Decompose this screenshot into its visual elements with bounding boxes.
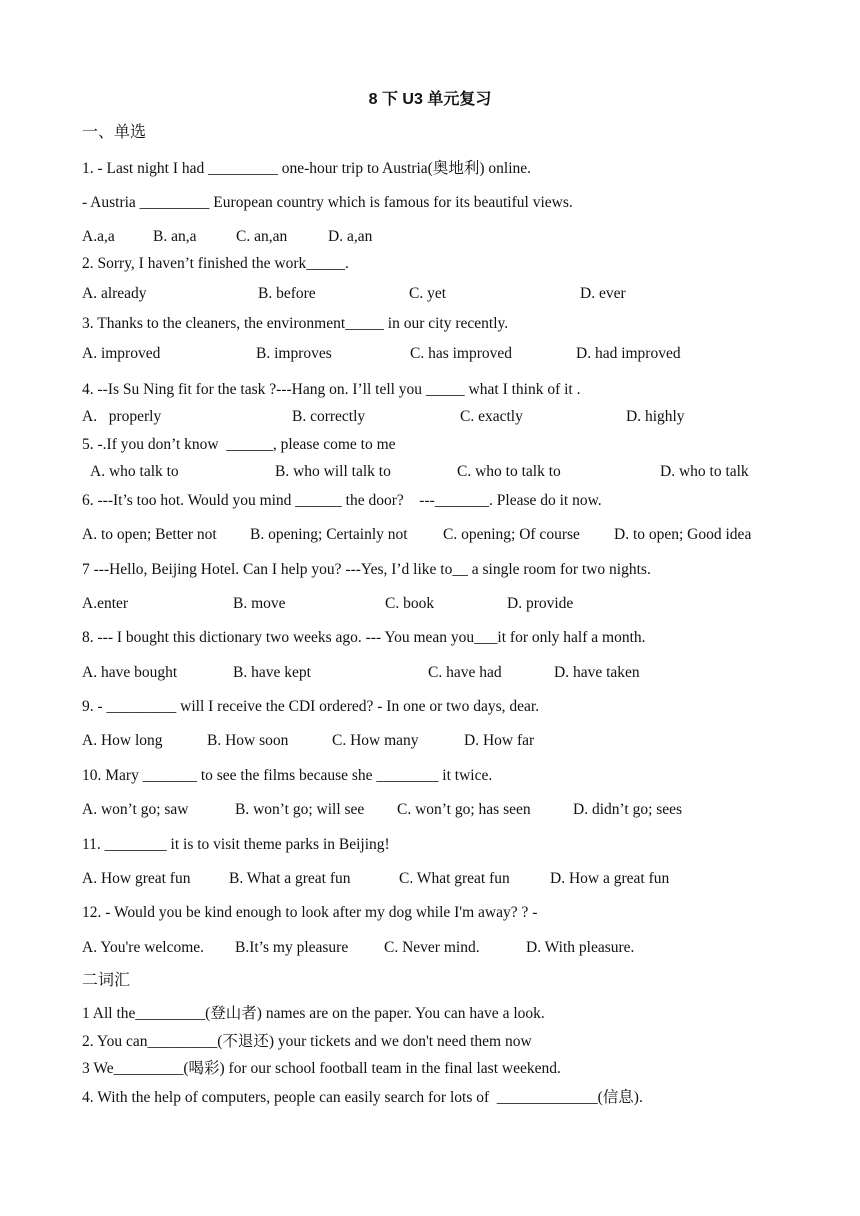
option-c: C. How many <box>332 732 419 749</box>
question-9-line-1: 9. - _________ will I receive the CDI ordered? - In one or two days, dear. <box>82 698 540 715</box>
question-3-line-1: 3. Thanks to the cleaners, the environment_____ in our city recently. <box>82 315 509 332</box>
option-a: A. to open; Better not <box>82 526 217 543</box>
question-11-options <box>0 868 860 890</box>
question-1-options <box>0 226 860 248</box>
question-5-options <box>0 461 860 483</box>
option-d: D. With pleasure. <box>526 939 635 956</box>
option-a: A. properly <box>82 408 162 425</box>
option-a: A. have bought <box>82 664 178 681</box>
option-b: B. opening; Certainly not <box>250 526 408 543</box>
option-d: D. have taken <box>554 664 640 681</box>
option-b: B. who will talk to <box>275 463 391 480</box>
question-12-line-1: 12. - Would you be kind enough to look after my dog while I'm away? ? - <box>82 904 538 921</box>
question-6-options <box>0 524 860 546</box>
option-b: B. an,a <box>153 228 197 245</box>
option-d: D. had improved <box>576 345 681 362</box>
question-5-line-1: 5. -.If you don’t know ______, please come to me <box>82 436 396 453</box>
question-7-options <box>0 593 860 615</box>
option-c: C. yet <box>409 285 447 302</box>
question-8-line-1: 8. --- I bought this dictionary two weeks ago. --- You mean you___it for only half a month. <box>82 629 646 646</box>
option-c: C. exactly <box>460 408 523 425</box>
option-a: A. How long <box>82 732 163 749</box>
option-c: C. opening; Of course <box>443 526 580 543</box>
question-8-options <box>0 662 860 684</box>
vocab-item-1: 1 All the_________(登山者) names are on the paper. You can have a look. <box>82 1005 545 1022</box>
question-1-line-1: 1. - Last night I had _________ one-hour trip to Austria(奥地利) online. <box>82 160 532 177</box>
option-a: A. who talk to <box>90 463 179 480</box>
option-a: A. You're welcome. <box>82 939 205 956</box>
question-4-line-1: 4. --Is Su Ning fit for the task ?---Hang on. I’ll tell you _____ what I think of it . <box>82 381 581 398</box>
option-b: B. improves <box>256 345 332 362</box>
vocab-item-4: 4. With the help of computers, people can easily search for lots of _____________(信息). <box>82 1089 643 1106</box>
option-a: A. won’t go; saw <box>82 801 189 818</box>
option-a: A. improved <box>82 345 161 362</box>
question-3-options <box>0 343 860 365</box>
option-d: D. How a great fun <box>550 870 670 887</box>
question-7-line-1: 7 ---Hello, Beijing Hotel. Can I help you? ---Yes, I’d like to__ a single room for two nights. <box>82 561 651 578</box>
option-d: D. How far <box>464 732 535 749</box>
question-2-line-1: 2. Sorry, I haven’t finished the work_____. <box>82 255 349 272</box>
option-c: C. have had <box>428 664 502 681</box>
question-6-line-1: 6. ---It’s too hot. Would you mind ______ the door? ---_______. Please do it now. <box>82 492 602 509</box>
option-c: C. book <box>385 595 435 612</box>
section-heading-vocabulary: 二词汇 <box>82 972 131 989</box>
option-c: C. won’t go; has seen <box>397 801 531 818</box>
option-b: B. How soon <box>207 732 289 749</box>
option-b: B. move <box>233 595 286 612</box>
option-a: A. How great fun <box>82 870 191 887</box>
document-title: 8 下 U3 单元复习 <box>368 91 492 108</box>
option-c: C. has improved <box>410 345 513 362</box>
question-10-options <box>0 799 860 821</box>
question-9-options <box>0 730 860 752</box>
option-a: A.enter <box>82 595 129 612</box>
question-10-line-1: 10. Mary _______ to see the films because she ________ it twice. <box>82 767 493 784</box>
question-12-options <box>0 937 860 959</box>
option-b: B.It’s my pleasure <box>235 939 349 956</box>
option-c: C. an,an <box>236 228 288 245</box>
section-heading-single-choice: 一、单选 <box>82 124 147 141</box>
option-c: C. Never mind. <box>384 939 480 956</box>
option-d: D. provide <box>507 595 574 612</box>
option-d: D. to open; Good idea <box>614 526 752 543</box>
vocab-item-2: 2. You can_________(不退还) your tickets and we don't need them now <box>82 1033 532 1050</box>
option-b: B. correctly <box>292 408 366 425</box>
option-d: D. didn’t go; sees <box>573 801 683 818</box>
option-d: D. who to talk <box>660 463 749 480</box>
option-d: D. a,an <box>328 228 373 245</box>
option-b: B. What a great fun <box>229 870 351 887</box>
option-c: C. What great fun <box>399 870 510 887</box>
question-4-options <box>0 406 860 428</box>
option-d: D. highly <box>626 408 685 425</box>
option-a: A. already <box>82 285 147 302</box>
vocab-item-3: 3 We_________(喝彩) for our school football team in the final last weekend. <box>82 1060 561 1077</box>
option-d: D. ever <box>580 285 626 302</box>
option-a: A.a,a <box>82 228 115 245</box>
question-11-line-1: 11. ________ it is to visit theme parks in Beijing! <box>82 836 390 853</box>
option-b: B. have kept <box>233 664 311 681</box>
option-c: C. who to talk to <box>457 463 561 480</box>
question-2-options <box>0 283 860 305</box>
option-b: B. before <box>258 285 316 302</box>
option-b: B. won’t go; will see <box>235 801 365 818</box>
question-1-line-2: - Austria _________ European country which is famous for its beautiful views. <box>82 194 573 211</box>
